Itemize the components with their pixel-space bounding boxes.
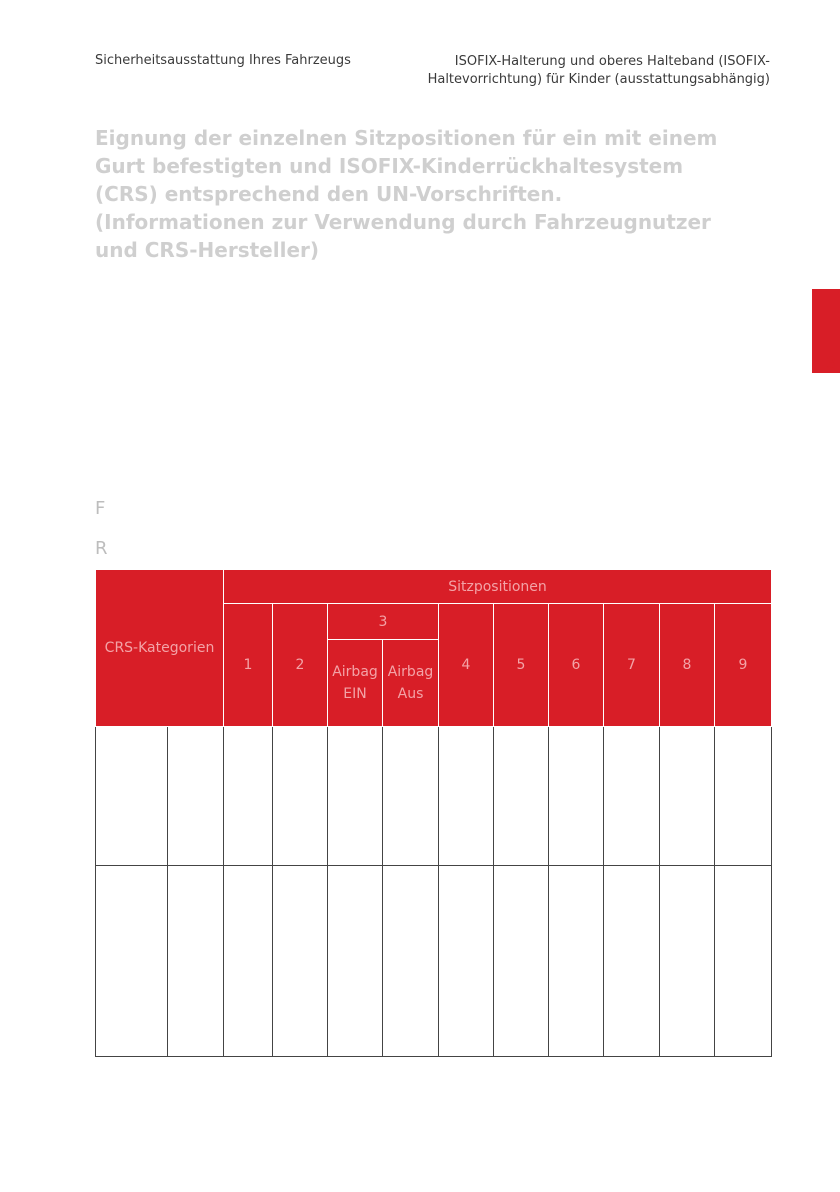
table-cell [715, 726, 772, 865]
table-cell [328, 726, 383, 865]
table-cell [439, 726, 494, 865]
table-cell [660, 726, 715, 865]
table-cell [383, 726, 439, 865]
table-cell [168, 866, 224, 1057]
seat-header-8: 8 [660, 604, 715, 726]
table-cell [494, 726, 549, 865]
seat-suitability-table [95, 569, 772, 1057]
table-cell [549, 726, 604, 865]
table-cell [494, 866, 549, 1057]
table-cell [224, 726, 273, 865]
table-cell [273, 866, 328, 1057]
seat3-airbag-on-header: Airbag EIN [328, 639, 383, 726]
chapter-number: 3 [825, 353, 836, 372]
seat-header-2: 2 [273, 604, 328, 726]
table-cell [273, 726, 328, 865]
table-cell [439, 866, 494, 1057]
table-cell [168, 726, 224, 865]
paragraph-stub-f: F [95, 498, 106, 519]
seat-header-9: 9 [715, 604, 772, 726]
seat3-airbag-off-header: Airbag Aus [383, 639, 439, 726]
paragraph-stub-r: R [95, 538, 108, 559]
table-cell [328, 866, 383, 1057]
table-cell [224, 866, 273, 1057]
seat-positions-header: Sitzpositionen [224, 570, 772, 604]
table-cell [604, 726, 660, 865]
seat-header-6: 6 [549, 604, 604, 726]
seat-header-1: 1 [224, 604, 273, 726]
running-header-left: Sicherheitsausstattung Ihres Fahrzeugs [95, 53, 351, 68]
section-heading: Eignung der einzelnen Sitzpositionen für ein mit einem Gurt befestigten und ISOFIX-Kinderrückhaltesystem (CRS) entsprechend den UN-Vorschriften. (Informationen zur Verwendung durch Fahrzeugnutzer und CRS-Hersteller) [95, 126, 718, 262]
table-cell [715, 866, 772, 1057]
table-row [96, 726, 772, 865]
seat-header-5: 5 [494, 604, 549, 726]
seat-header-4: 4 [439, 604, 494, 726]
table-row [96, 866, 772, 1057]
seat-header-7: 7 [604, 604, 660, 726]
table-cell [604, 866, 660, 1057]
crs-category-header: CRS-Kategorien [96, 570, 224, 727]
running-header-right: ISOFIX-Halterung und oberes Halteband (ISOFIX-Haltevorrichtung) für Kinder (ausstattungsabhängig) [427, 54, 770, 87]
table-cell [96, 726, 168, 865]
table-cell [549, 866, 604, 1057]
table-cell [660, 866, 715, 1057]
table-cell [96, 866, 168, 1057]
seat-header-3: 3 [328, 604, 439, 639]
table-cell [383, 866, 439, 1057]
